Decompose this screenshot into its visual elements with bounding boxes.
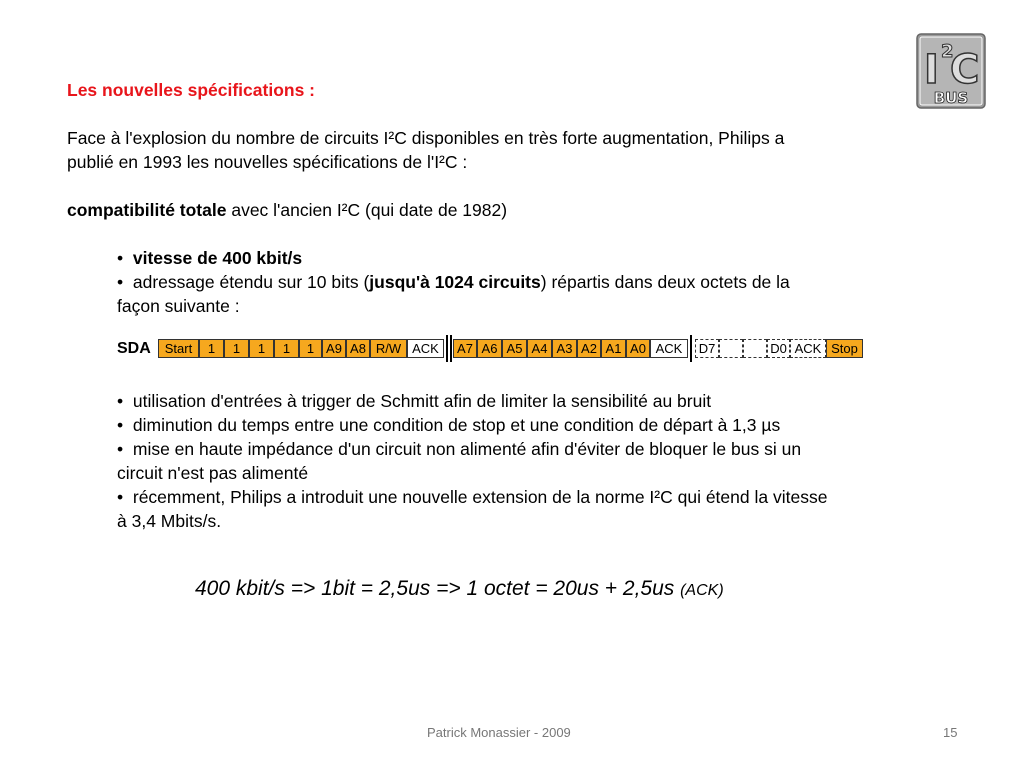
bullet-schmitt-text: utilisation d'entrées à trigger de Schmitt afin de limiter la sensibilité au bruit — [132, 391, 712, 411]
bullet-impedance-line2: circuit n'est pas alimenté — [117, 463, 309, 483]
logo-letter-c: C — [950, 47, 980, 93]
sda-cell-1: 1 — [224, 339, 249, 358]
logo-letter-i: I — [924, 47, 939, 93]
sda-cell-1: 1 — [249, 339, 274, 358]
sda-cell-data — [719, 339, 743, 358]
sda-cell-1: 1 — [299, 339, 322, 358]
bullet-extension-text: récemment, Philips a introduit une nouvelle extension de la norme I²C qui étend la vitesse — [132, 487, 828, 507]
sda-cell-rw: R/W — [370, 339, 407, 358]
sda-cell-a5: A5 — [502, 339, 527, 358]
sda-cell-a2: A2 — [577, 339, 601, 358]
sda-cell-a3: A3 — [552, 339, 577, 358]
compat-line — [67, 198, 507, 222]
bullet-extension-line2: à 3,4 Mbits/s. — [117, 511, 222, 531]
sda-cell-a9: A9 — [322, 339, 346, 358]
bullet-marker: • — [117, 272, 124, 292]
sda-cell-ack: ACK — [790, 339, 826, 358]
speed-formula — [195, 577, 724, 601]
bullet-marker: • — [117, 439, 124, 459]
page-number: 15 — [943, 725, 958, 740]
sda-cell-a1: A1 — [601, 339, 626, 358]
bullet-addressing-bold: jusqu'à 1024 circuits — [369, 272, 541, 292]
sda-cell-start: Start — [158, 339, 199, 358]
sda-cell-a6: A6 — [477, 339, 502, 358]
sda-cell-1: 1 — [199, 339, 224, 358]
bullet-marker: • — [117, 391, 124, 411]
sda-cell-a0: A0 — [626, 339, 650, 358]
logo-bus-text: BUS — [933, 89, 969, 107]
bullet-impedance — [117, 437, 801, 461]
sda-cell-d7: D7 — [695, 339, 719, 358]
bullet-marker: • — [117, 487, 124, 507]
bullet-addressing-post: ) répartis dans deux octets de la — [540, 272, 790, 292]
sda-cell-ack: ACK — [407, 339, 444, 358]
sda-label: SDA — [117, 340, 151, 357]
bullet-addressing-pre: adressage étendu sur 10 bits ( — [132, 272, 370, 292]
bullet-marker: • — [117, 415, 124, 435]
compat-rest: avec l'ancien I²C (qui date de 1982) — [226, 200, 508, 220]
sda-cell-stop: Stop — [826, 339, 863, 358]
byte-separator — [450, 335, 452, 362]
footer-author: Patrick Monassier - 2009 — [427, 725, 571, 740]
sda-cell-data — [743, 339, 767, 358]
bullet-marker: • — [117, 248, 124, 268]
i2c-bus-logo — [916, 33, 986, 109]
bullet-impedance-text: mise en haute impédance d'un circuit non alimenté afin d'éviter de bloquer le bus si un — [132, 439, 802, 459]
formula-ack: (ACK) — [680, 582, 724, 599]
bullet-schmitt — [117, 389, 711, 413]
sda-cell-a8: A8 — [346, 339, 370, 358]
sda-cell-a7: A7 — [453, 339, 477, 358]
sda-cell-1: 1 — [274, 339, 299, 358]
bullet-speed-text: vitesse de 400 kbit/s — [132, 248, 303, 268]
bullet-extension — [117, 485, 827, 509]
sda-cell-d0: D0 — [767, 339, 790, 358]
bullet-timing — [117, 413, 780, 437]
compat-bold: compatibilité totale — [67, 200, 227, 220]
byte-separator — [446, 335, 448, 362]
intro-line-2: publié en 1993 les nouvelles spécifications de l'I²C : — [67, 152, 468, 172]
bullet-addressing-line2: façon suivante : — [117, 296, 240, 316]
bullet-addressing — [117, 270, 790, 294]
byte-separator — [690, 335, 692, 362]
intro-line-1: Face à l'explosion du nombre de circuits I²C disponibles en très forte augmentation, Philips a — [67, 128, 785, 148]
sda-cell-a4: A4 — [527, 339, 552, 358]
bullet-speed — [117, 246, 302, 270]
bullet-timing-text: diminution du temps entre une condition de stop et une condition de départ à 1,3 µs — [132, 415, 781, 435]
formula-main: 400 kbit/s => 1bit = 2,5us => 1 octet = 20us + 2,5us — [195, 577, 681, 600]
sda-cell-ack: ACK — [650, 339, 688, 358]
logo-sup-2: 2 — [941, 41, 954, 62]
slide-heading: Les nouvelles spécifications : — [67, 80, 315, 100]
